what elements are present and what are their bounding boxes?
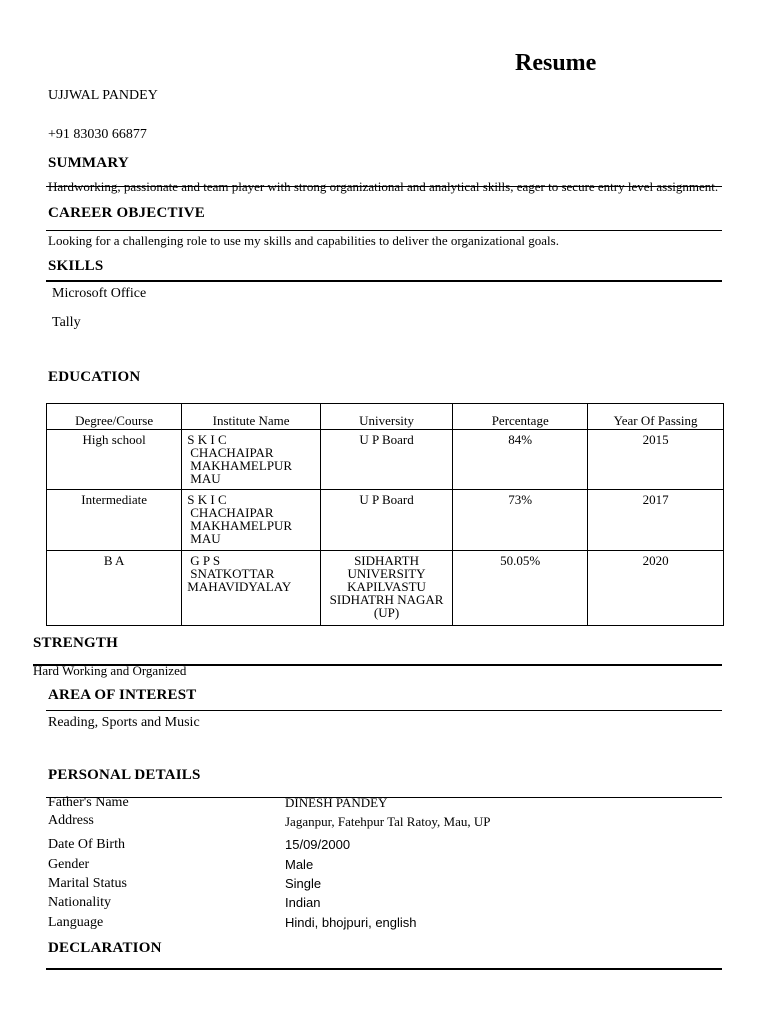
- summary-text: Hardworking, passionate and team player with strong organizational and analytical skills, eager to secure entry level assignment.: [48, 179, 719, 194]
- percentage-cell: 73%: [453, 490, 588, 551]
- declaration-heading: DECLARATION: [48, 940, 162, 956]
- column-header: Institute Name: [182, 404, 321, 430]
- area-of-interest-text: Reading, Sports and Music: [48, 715, 200, 730]
- area-of-interest-heading: AREA OF INTEREST: [48, 687, 197, 703]
- table-row: [47, 551, 724, 626]
- institute-line: G P S: [190, 553, 221, 568]
- institute-line: MAU: [190, 531, 221, 546]
- degree-cell: High school: [47, 430, 182, 490]
- address-label: Address: [48, 813, 94, 828]
- university-cell: [320, 551, 452, 626]
- degree-cell: B A: [47, 551, 182, 626]
- year-cell: 2017: [588, 490, 724, 551]
- education-table: [46, 403, 724, 626]
- column-header: Percentage: [453, 404, 588, 430]
- institute-line: S K I C: [187, 492, 227, 507]
- marital-status-value: Single: [285, 876, 322, 891]
- university-line: UNIVERSITY: [347, 566, 426, 581]
- candidate-name: UJJWAL PANDEY: [48, 88, 158, 103]
- university-line: SIDHARTH: [354, 553, 420, 568]
- fathers-name-value: DINESH PANDEY: [285, 795, 388, 810]
- marital-status-label: Marital Status: [48, 876, 127, 891]
- university-line: SIDHATRH NAGAR: [329, 592, 444, 607]
- career-objective-divider: [46, 230, 722, 231]
- table-row: [47, 490, 724, 551]
- dob-label: Date Of Birth: [48, 837, 125, 852]
- education-heading: EDUCATION: [48, 369, 141, 385]
- personal-details-heading: PERSONAL DETAILS: [48, 767, 201, 783]
- year-cell: 2015: [588, 430, 724, 490]
- strength-heading: STRENGTH: [33, 635, 118, 651]
- summary-heading: SUMMARY: [48, 155, 129, 171]
- area-of-interest-divider: [46, 710, 722, 711]
- column-header: Year Of Passing: [588, 404, 724, 430]
- skills-divider: [46, 280, 722, 282]
- phone-number: +91 83030 66877: [48, 127, 147, 142]
- percentage-cell: 50.05%: [453, 551, 588, 626]
- university-cell: [320, 430, 452, 490]
- year-cell: 2020: [588, 551, 724, 626]
- career-objective-text: Looking for a challenging role to use my skills and capabilities to deliver the organizational goals.: [48, 233, 559, 248]
- institute-line: MAHAVIDYALAY: [187, 579, 292, 594]
- institute-cell: [182, 490, 321, 551]
- university-line: (UP): [373, 605, 400, 620]
- gender-label: Gender: [48, 857, 90, 872]
- summary-divider: [46, 186, 722, 187]
- university-line: U P Board: [359, 432, 414, 447]
- institute-line: MAKHAMELPUR: [190, 518, 293, 533]
- institute-line: S K I C: [187, 432, 227, 447]
- dob-value: 15/09/2000: [285, 837, 351, 852]
- university-cell: [320, 490, 452, 551]
- skill-item: Microsoft Office: [52, 286, 147, 301]
- column-header: University: [320, 404, 452, 430]
- institute-line: MAKHAMELPUR: [190, 458, 293, 473]
- address-value: Jaganpur, Fatehpur Tal Ratoy, Mau, UP: [285, 814, 491, 829]
- nationality-label: Nationality: [48, 895, 111, 910]
- table-header-row: [47, 404, 724, 430]
- nationality-value: Indian: [285, 895, 321, 910]
- skills-heading: SKILLS: [48, 258, 104, 274]
- percentage-cell: 84%: [453, 430, 588, 490]
- university-line: U P Board: [359, 492, 414, 507]
- skill-item: Tally: [52, 315, 81, 330]
- language-label: Language: [48, 915, 104, 930]
- column-header: Degree/Course: [47, 404, 182, 430]
- institute-line: SNATKOTTAR: [190, 566, 275, 581]
- institute-line: MAU: [190, 471, 221, 486]
- strength-text: Hard Working and Organized: [33, 663, 187, 678]
- institute-line: CHACHAIPAR: [190, 445, 274, 460]
- declaration-divider: [46, 968, 722, 970]
- degree-cell: Intermediate: [47, 490, 182, 551]
- page-title: Resume: [515, 50, 597, 76]
- institute-cell: [182, 430, 321, 490]
- fathers-name-label: Father's Name: [48, 795, 129, 810]
- language-value: Hindi, bhojpuri, english: [285, 915, 417, 930]
- table-row: [47, 430, 724, 490]
- university-line: KAPILVASTU: [347, 579, 426, 594]
- gender-value: Male: [285, 857, 314, 872]
- institute-line: CHACHAIPAR: [190, 505, 274, 520]
- career-objective-heading: CAREER OBJECTIVE: [48, 205, 205, 221]
- institute-cell: [182, 551, 321, 626]
